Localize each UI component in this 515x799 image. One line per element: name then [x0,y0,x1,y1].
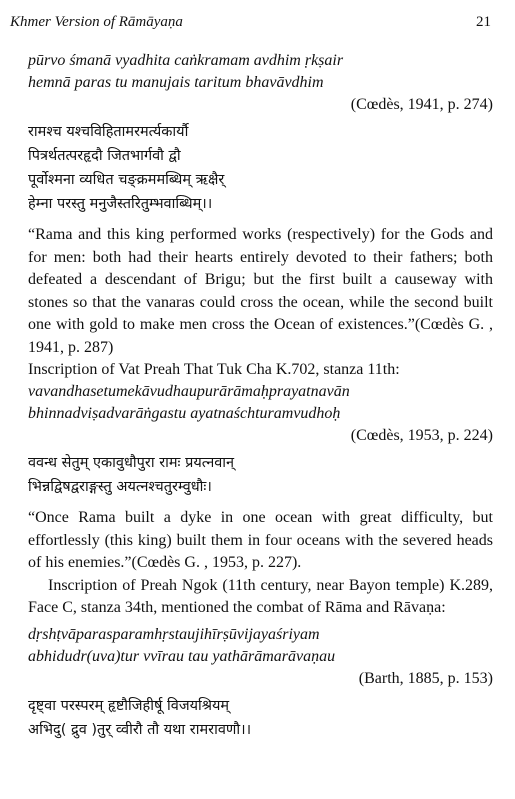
citation: (Cœdès, 1953, p. 224) [350,427,493,444]
verse1-devanagari-line: रामश्च यश्चविहितामरमर्त्यकार्यौ [28,124,189,140]
verse2-devanagari-line: भिन्नद्विषद्वराङ्गस्तु अयत्नश्चतुरम्वुधौः। [28,479,212,495]
verse3-translit-line: abhidudr(uva)tur vvīrau tau yathārāmarāvaṇau [28,647,336,665]
running-header [10,14,491,31]
translation-paragraph: “Once Rama built a dyke in one ocean with great difficulty, but effortlessly (this king) built them in four oceans with the severed heads of his enemies.”(Cœdès G. , 1953, p. 227). [28,509,493,571]
verse1-translit-line: pūrvo śmanā vyadhita caṅkramam avdhim ṛkṣair [28,52,344,69]
verse3-devanagari-line: अभिदु( द्रुव )तुर् व्वीरौ तौ यथा रामरावणौ।। [28,721,252,738]
inscription-heading: Inscription of Vat Preah That Tuk Cha K.702, stanza 11th: [28,361,400,378]
verse1-devanagari-line: हेम्ना परस्तु मनुजैस्तरितुम्भवाब्धिम्।। [28,196,213,212]
verse3-translit-line: dṛshṭvāparasparamhṛstaujihīrṣūvijayaśriyam [28,625,320,643]
translation-paragraph: “Rama and this king performed works (respectively) for the Gods and for men: both had their hearts entirely devoted to their fathers; both defeated a descendant of Brigu; but the first built a causeway with stones so that the vanaras could cross the ocean, while the second built one with gold to make men cross the Ocean of existences.”(Cœdès G. , 1941, p. 287) [28,226,493,356]
page-number: 21 [476,14,491,30]
citation: (Cœdès, 1941, p. 274) [350,96,493,113]
verse2-devanagari-line: ववन्ध सेतुम् एकावुधौपुरा रामः प्रयत्नवान् [28,455,235,471]
page-body [28,50,493,742]
verse1-devanagari-line: पित्रर्थतत्परहृदौ जितभार्गवौ द्वौ [28,148,181,164]
verse2-translit-line: vavandhasetumekāvudhaupurārāmaḥprayatnavān [28,383,350,400]
verse1-devanagari-line: पूर्वोश्मना व्यधित चङ्क्रममब्धिम् ऋक्षैर् [28,172,225,188]
verse3-devanagari-line: दृष्ट्वा परस्परम् हृष्टौजिहीर्षू विजयश्रियम् [28,697,230,714]
verse1-translit-line: hemnā paras tu manujais taritum bhavāvdhim [28,74,324,91]
citation: (Barth, 1885, p. 153) [358,669,493,687]
verse2-translit-line: bhinnadviṣadvarāṅgastu ayatnaśchturamvudhoḥ [28,405,341,422]
inscription-heading: Inscription of Preah Ngok (11th century, near Bayon temple) K.289, Face C, stanza 34th, mentioned the combat of Rāma and Rāvaṇa: [28,576,493,616]
running-title: Khmer Version of Rāmāyaṇa [10,14,183,30]
